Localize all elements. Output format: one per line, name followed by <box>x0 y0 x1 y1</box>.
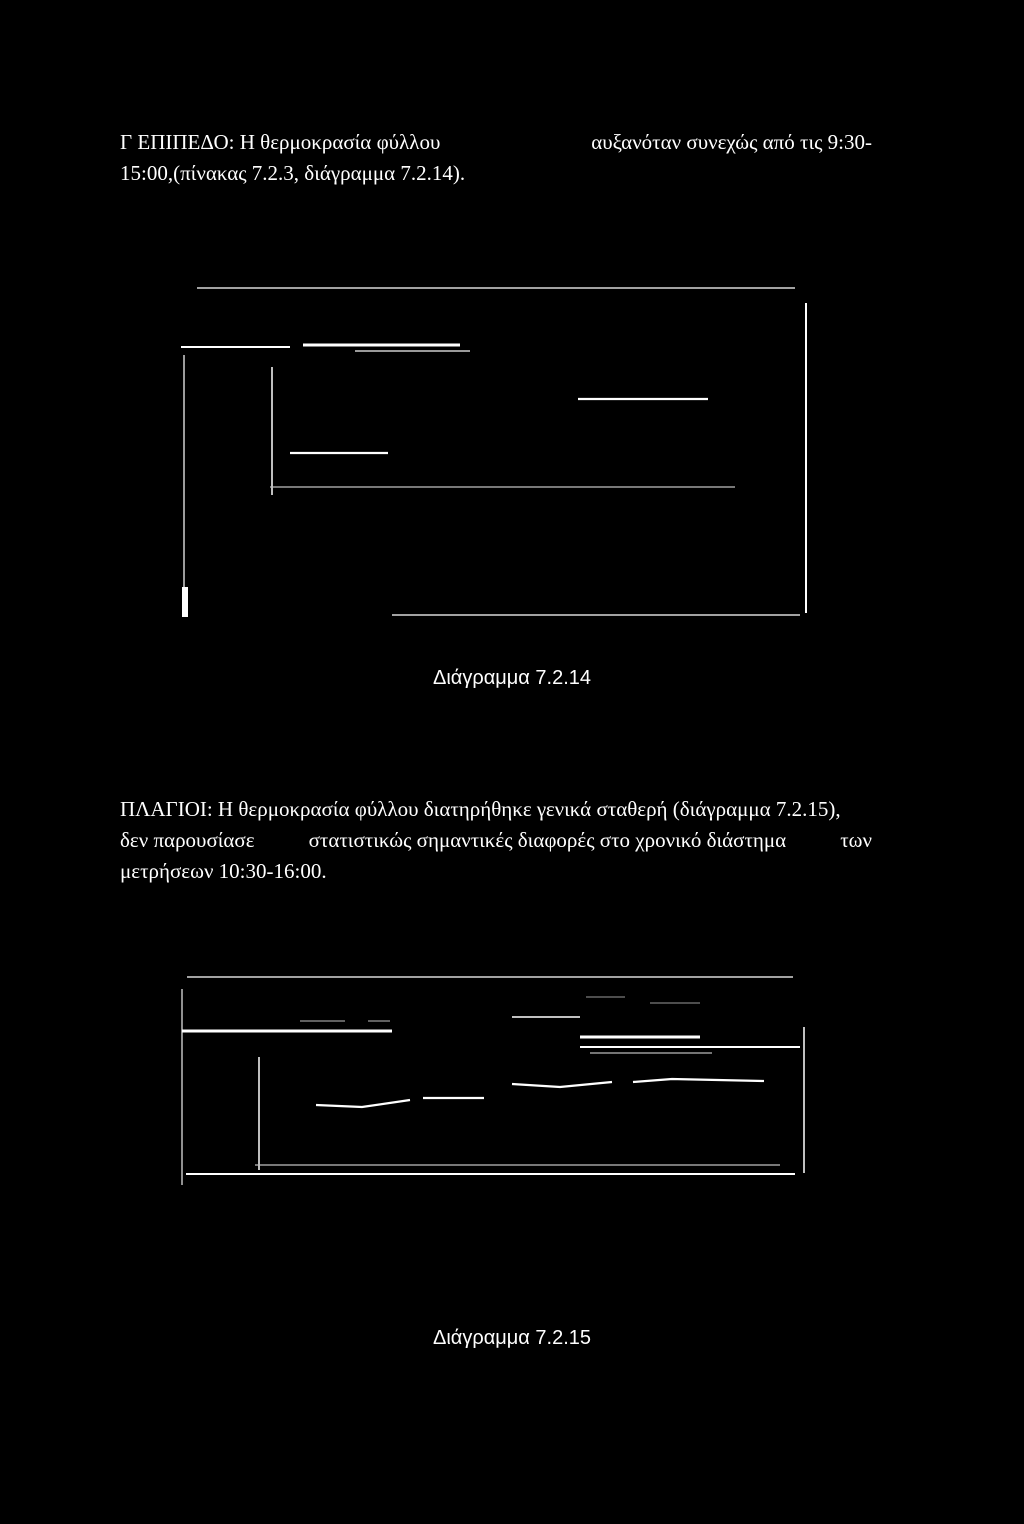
figure-caption: Διάγραμμα 7.2.15 <box>432 1327 592 1349</box>
data-series-line <box>316 1100 410 1107</box>
chart-figure-7-2-15 <box>0 965 1024 1285</box>
data-series-line <box>633 1079 764 1082</box>
paragraph-line: μετρήσεων 10:30-16:00. <box>120 859 327 883</box>
text-segment: δεν παρουσίασε <box>120 828 255 852</box>
figure-caption: Διάγραμμα 7.2.14 <box>432 667 592 689</box>
paragraph-line <box>120 127 872 158</box>
paragraph-line <box>120 825 872 856</box>
text-segment: Γ ΕΠΙΠΕΔΟ: Η θερμοκρασία φύλλου <box>120 130 441 154</box>
text-segment: στατιστικώς σημαντικές διαφορές στο χρονικό διάστημα <box>308 828 787 852</box>
paragraph-section-slopes <box>120 794 872 887</box>
text-segment: αυξανόταν συνεχώς από τις 9:30- <box>591 130 872 154</box>
frame-corner-mark <box>182 587 188 617</box>
chart-figure-7-2-14 <box>0 275 1024 635</box>
paragraph-line: ΠΛΑΓΙΟΙ: Η θερμοκρασία φύλλου διατηρήθηκε γενικά σταθερή (διάγραμμα 7.2.15), <box>120 797 841 821</box>
paragraph-section-c <box>120 127 872 189</box>
paragraph-line: 15:00,(πίνακας 7.2.3, διάγραμμα 7.2.14). <box>120 161 466 185</box>
text-segment: των <box>840 828 872 852</box>
data-series-line <box>512 1082 612 1087</box>
